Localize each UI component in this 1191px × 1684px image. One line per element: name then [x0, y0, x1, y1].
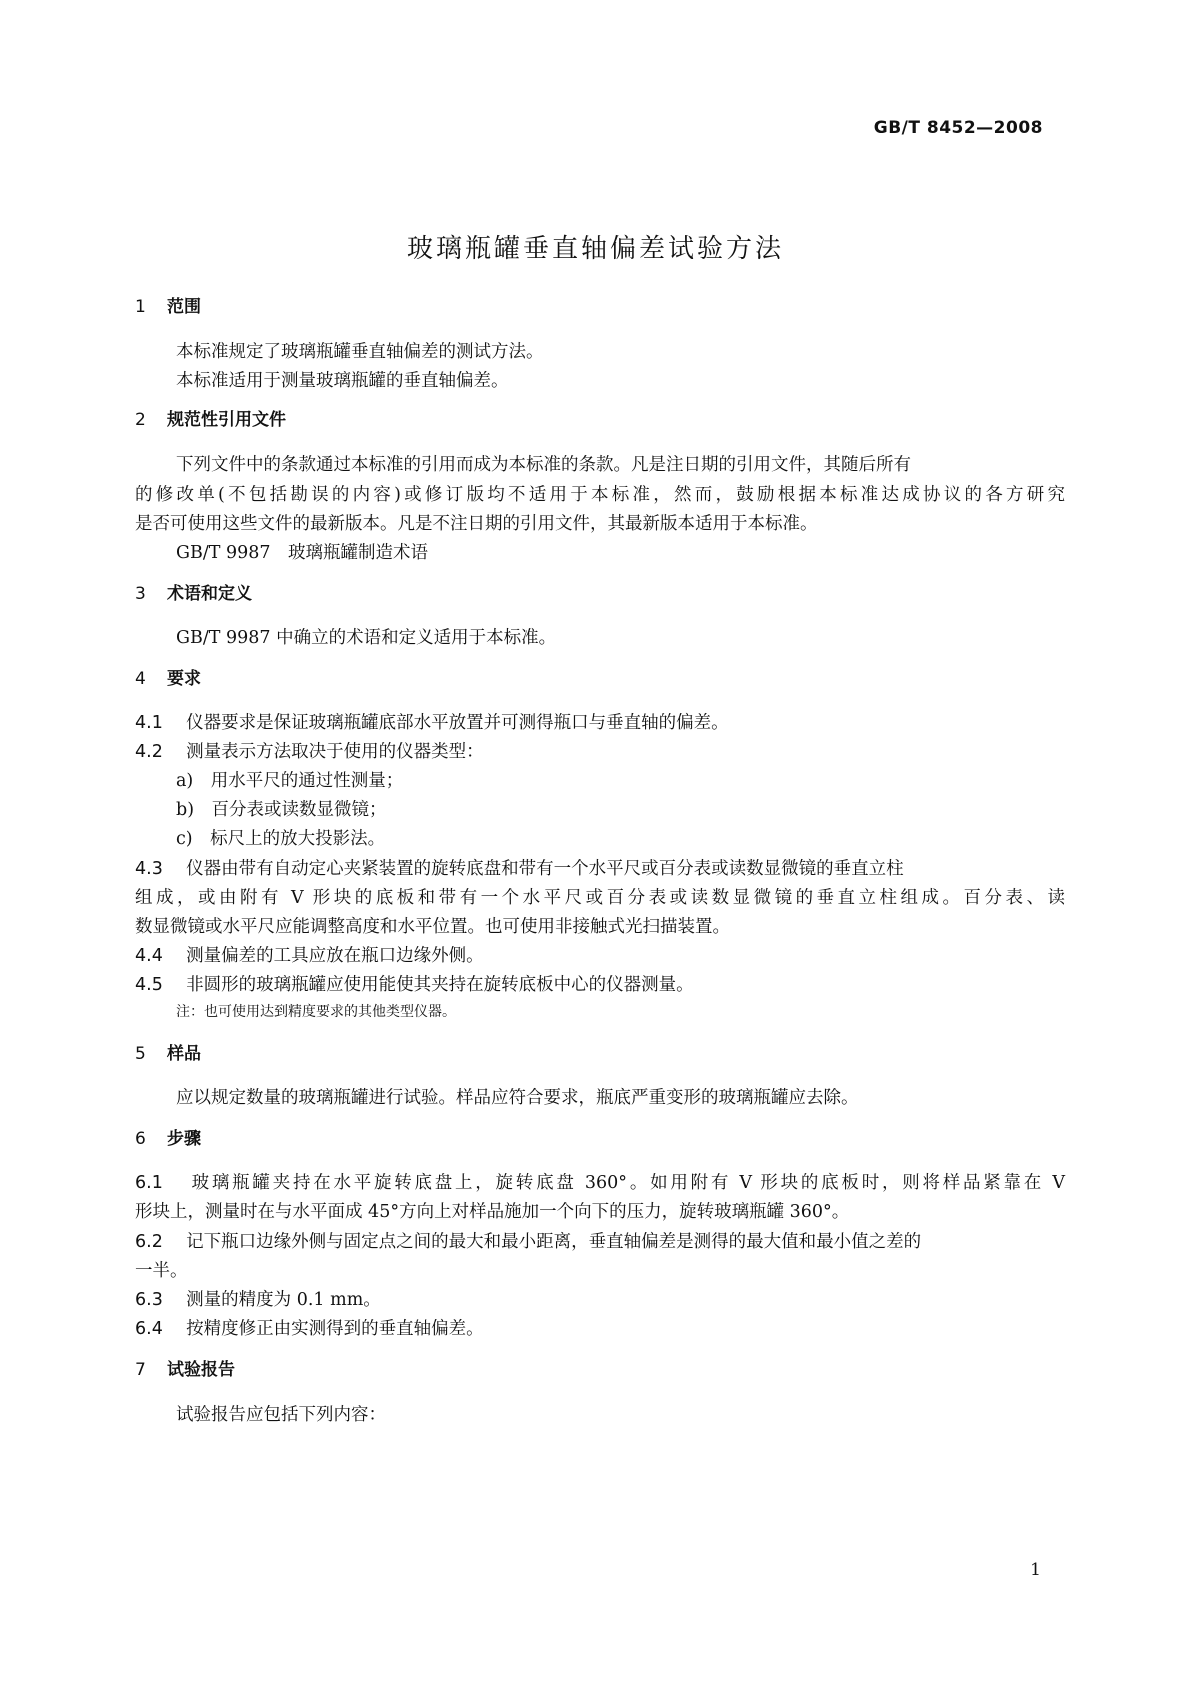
section-number: 7 — [135, 1360, 146, 1380]
section-title: 试验报告 — [167, 1360, 235, 1380]
clause-number: 6.4 — [135, 1319, 163, 1339]
clause-text: 按精度修正由实测得到的垂直轴偏差。 — [186, 1319, 484, 1339]
paragraph: 应以规定数量的玻璃瓶罐进行试验。样品应符合要求，瓶底严重变形的玻璃瓶罐应去除。 — [176, 1088, 859, 1108]
paragraph: 本标准适用于测量玻璃瓶罐的垂直轴偏差。 — [176, 371, 509, 391]
clause-4-2 — [135, 737, 1065, 767]
clause-6-2 — [135, 1227, 1065, 1257]
section-title: 步骤 — [167, 1129, 201, 1149]
section-number: 5 — [135, 1044, 146, 1064]
paragraph: 试验报告应包括下列内容： — [176, 1405, 386, 1425]
standard-code: GB/T 8452—2008 — [873, 118, 1043, 138]
clause-number: 4.4 — [135, 946, 163, 966]
clause-number: 4.3 — [135, 859, 163, 879]
section-number: 4 — [135, 669, 146, 689]
clause-4-4 — [135, 941, 1065, 971]
clause-4-5 — [135, 970, 1065, 1000]
clause-4-3 — [135, 854, 1065, 884]
paragraph-line: 组成，或由附有 V 形块的底板和带有一个水平尺或百分表或读数显微镜的垂直立柱组成。百分表、读 — [135, 888, 1065, 908]
section-2-heading — [135, 405, 286, 435]
paragraph-line: 下列文件中的条款通过本标准的引用而成为本标准的条款。凡是注日期的引用文件，其随后所有 — [176, 455, 911, 475]
section-number: 3 — [135, 584, 146, 604]
paragraph-line: 的修改单(不包括勘误的内容)或修订版均不适用于本标准，然而，鼓励根据本标准达成协议的各方研究 — [135, 485, 1065, 505]
clause-text: 测量表示方法取决于使用的仪器类型： — [186, 742, 484, 762]
clause-4-1 — [135, 708, 1065, 738]
clause-text: 仪器由带有自动定心夹紧装置的旋转底盘和带有一个水平尺或百分表或读数显微镜的垂直立柱 — [186, 859, 904, 879]
section-4-heading — [135, 664, 201, 694]
list-item: b) 百分表或读数显微镜； — [176, 800, 387, 820]
clause-number: 4.2 — [135, 742, 163, 762]
clause-number: 6.3 — [135, 1290, 163, 1310]
paragraph: 本标准规定了玻璃瓶罐垂直轴偏差的测试方法。 — [176, 342, 544, 362]
clause-number: 4.5 — [135, 975, 163, 995]
list-item: c) 标尺上的放大投影法。 — [176, 829, 386, 849]
section-title: 样品 — [167, 1044, 201, 1064]
note: 注：也可使用达到精度要求的其他类型仪器。 — [176, 1004, 456, 1020]
clause-number: 4.1 — [135, 713, 163, 733]
document-title: 玻璃瓶罐垂直轴偏差试验方法 — [406, 234, 784, 264]
paragraph-line: 形块上，测量时在与水平面成 45°方向上对样品施加一个向下的压力，旋转玻璃瓶罐 360°。 — [135, 1202, 850, 1222]
paragraph-line: 数显微镜或水平尺应能调整高度和水平位置。也可使用非接触式光扫描装置。 — [135, 917, 730, 937]
section-number: 2 — [135, 410, 146, 430]
clause-text: 仪器要求是保证玻璃瓶罐底部水平放置并可测得瓶口与垂直轴的偏差。 — [186, 713, 729, 733]
section-5-heading — [135, 1039, 201, 1069]
paragraph-line: 一半。 — [135, 1261, 188, 1281]
section-title: 要求 — [167, 669, 201, 689]
paragraph-line: 是否可使用这些文件的最新版本。凡是不注日期的引用文件，其最新版本适用于本标准。 — [135, 514, 818, 534]
clause-text: 非圆形的玻璃瓶罐应使用能使其夹持在旋转底板中心的仪器测量。 — [186, 975, 694, 995]
paragraph: GB/T 9987 中确立的术语和定义适用于本标准。 — [176, 628, 557, 648]
normative-reference: GB/T 9987 玻璃瓶罐制造术语 — [176, 543, 429, 563]
section-title: 术语和定义 — [167, 584, 252, 604]
clause-text: 玻璃瓶罐夹持在水平旋转底盘上，旋转底盘 360°。如用附有 V 形块的底板时，则将样品紧靠在 V — [191, 1173, 1065, 1193]
clause-text: 测量的精度为 0.1 mm。 — [186, 1290, 381, 1310]
clause-6-3 — [135, 1285, 1065, 1315]
section-number: 6 — [135, 1129, 146, 1149]
section-6-heading — [135, 1124, 201, 1154]
page-number: 1 — [1030, 1560, 1041, 1580]
section-number: 1 — [135, 297, 146, 317]
section-title: 范围 — [167, 297, 201, 317]
clause-number: 6.2 — [135, 1232, 163, 1252]
clause-text: 记下瓶口边缘外侧与固定点之间的最大和最小距离，垂直轴偏差是测得的最大值和最小值之差的 — [186, 1232, 922, 1252]
list-item: a) 用水平尺的通过性测量； — [176, 771, 404, 791]
section-title: 规范性引用文件 — [167, 410, 286, 430]
clause-6-4 — [135, 1314, 1065, 1344]
section-7-heading — [135, 1355, 235, 1385]
section-3-heading — [135, 579, 252, 609]
clause-6-1 — [135, 1168, 1065, 1198]
clause-text: 测量偏差的工具应放在瓶口边缘外侧。 — [186, 946, 484, 966]
section-1-heading — [135, 292, 201, 322]
clause-number: 6.1 — [135, 1173, 163, 1193]
